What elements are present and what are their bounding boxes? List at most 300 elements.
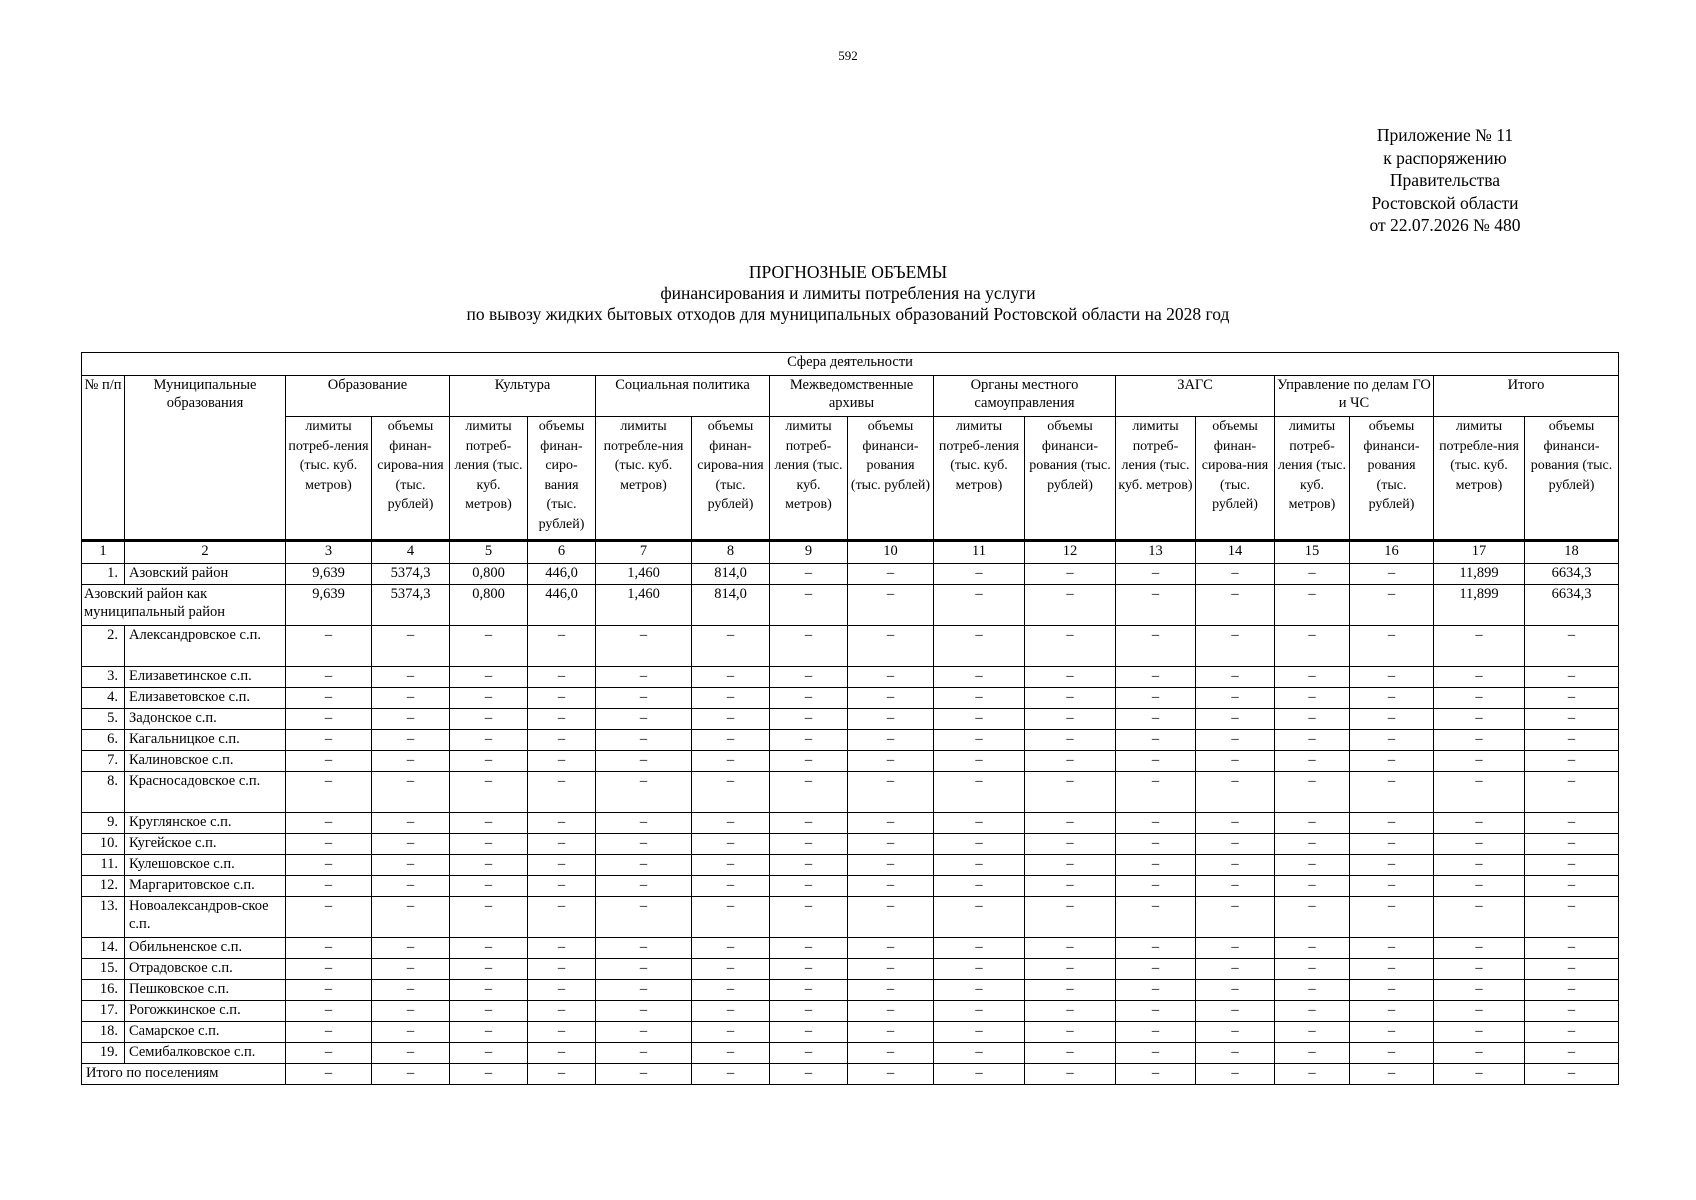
value-cell: –	[770, 564, 848, 585]
value-cell: –	[692, 688, 770, 709]
sub-header: лимиты потреб-ления (тыс. куб. метров)	[450, 417, 528, 541]
row-name-cell: Новоалександров-ское с.п.	[125, 897, 286, 938]
value-cell: –	[1025, 751, 1116, 772]
column-index-cell: 4	[372, 541, 450, 564]
value-cell: –	[1116, 834, 1196, 855]
value-cell: –	[770, 980, 848, 1001]
value-cell: –	[848, 959, 934, 980]
value-cell: –	[596, 626, 692, 667]
value-cell: –	[692, 876, 770, 897]
group-header: Итого	[1434, 376, 1619, 417]
value-cell: –	[596, 834, 692, 855]
table-row	[82, 751, 1619, 772]
value-cell: –	[770, 1043, 848, 1064]
value-cell: 5374,3	[372, 585, 450, 626]
value-cell: 0,800	[450, 564, 528, 585]
value-cell: –	[848, 980, 934, 1001]
column-index-cell: 9	[770, 541, 848, 564]
value-cell: –	[1116, 626, 1196, 667]
value-cell: –	[770, 626, 848, 667]
value-cell: –	[1275, 938, 1350, 959]
table-row	[82, 688, 1619, 709]
value-cell: –	[528, 938, 596, 959]
value-cell: –	[1525, 667, 1619, 688]
value-cell: –	[1116, 751, 1196, 772]
value-cell: –	[1350, 751, 1434, 772]
value-cell: –	[1275, 897, 1350, 938]
value-cell: –	[286, 876, 372, 897]
value-cell: –	[848, 688, 934, 709]
value-cell: –	[1025, 688, 1116, 709]
value-cell: –	[1350, 1022, 1434, 1043]
num-header: № п/п	[82, 376, 125, 541]
value-cell: –	[1025, 564, 1116, 585]
value-cell: –	[1196, 980, 1275, 1001]
value-cell: –	[372, 855, 450, 876]
value-cell: –	[1025, 897, 1116, 938]
value-cell: –	[1275, 876, 1350, 897]
value-cell: –	[692, 938, 770, 959]
value-cell: –	[596, 709, 692, 730]
value-cell: –	[1025, 730, 1116, 751]
value-cell: –	[1025, 1064, 1116, 1085]
value-cell: –	[450, 667, 528, 688]
table-row	[82, 772, 1619, 813]
header-row-sphere	[82, 353, 1619, 376]
value-cell: –	[1196, 897, 1275, 938]
value-cell: –	[1116, 730, 1196, 751]
page-number: 592	[838, 48, 858, 63]
row-name-cell: Кугейское с.п.	[125, 834, 286, 855]
value-cell: –	[1525, 959, 1619, 980]
value-cell: 6634,3	[1525, 585, 1619, 626]
value-cell: –	[934, 980, 1025, 1001]
value-cell: –	[1196, 876, 1275, 897]
appendix-line: Ростовской области	[1371, 192, 1519, 213]
value-cell: –	[372, 709, 450, 730]
row-number-cell: 18.	[82, 1022, 125, 1043]
row-name-cell: Семибалковское с.п.	[125, 1043, 286, 1064]
value-cell: –	[934, 897, 1025, 938]
value-cell: –	[770, 813, 848, 834]
value-cell: –	[848, 897, 934, 938]
value-cell: –	[692, 897, 770, 938]
value-cell: –	[848, 626, 934, 667]
value-cell: –	[1350, 959, 1434, 980]
value-cell: –	[596, 1022, 692, 1043]
row-name-cell: Отрадовское с.п.	[125, 959, 286, 980]
value-cell: –	[1196, 1064, 1275, 1085]
column-index-cell: 6	[528, 541, 596, 564]
value-cell: –	[286, 1001, 372, 1022]
value-cell: 1,460	[596, 585, 692, 626]
value-cell: 5374,3	[372, 564, 450, 585]
value-cell: –	[1350, 1001, 1434, 1022]
value-cell: –	[372, 1064, 450, 1085]
value-cell: –	[450, 1001, 528, 1022]
value-cell: –	[1025, 1043, 1116, 1064]
value-cell: –	[1275, 855, 1350, 876]
table-row	[82, 855, 1619, 876]
table-row	[82, 980, 1619, 1001]
value-cell: –	[1275, 959, 1350, 980]
value-cell: –	[286, 751, 372, 772]
value-cell: –	[1196, 730, 1275, 751]
value-cell: –	[1116, 564, 1196, 585]
value-cell: –	[372, 938, 450, 959]
value-cell: –	[450, 855, 528, 876]
value-cell: –	[286, 667, 372, 688]
value-cell: –	[372, 1022, 450, 1043]
value-cell: –	[848, 1064, 934, 1085]
value-cell: –	[1275, 626, 1350, 667]
value-cell: –	[1350, 772, 1434, 813]
value-cell: –	[1525, 772, 1619, 813]
value-cell: –	[1525, 730, 1619, 751]
value-cell: –	[596, 938, 692, 959]
value-cell: –	[596, 1001, 692, 1022]
value-cell: –	[1116, 772, 1196, 813]
table-row	[82, 1001, 1619, 1022]
value-cell: –	[770, 938, 848, 959]
value-cell: –	[528, 730, 596, 751]
value-cell: –	[848, 1001, 934, 1022]
value-cell: 814,0	[692, 564, 770, 585]
column-index-cell: 14	[1196, 541, 1275, 564]
value-cell: –	[372, 959, 450, 980]
value-cell: –	[1025, 959, 1116, 980]
value-cell: –	[1350, 980, 1434, 1001]
value-cell: –	[528, 980, 596, 1001]
value-cell: –	[372, 688, 450, 709]
value-cell: –	[596, 1064, 692, 1085]
sub-header: лимиты потреб-ления (тыс. куб. метров)	[770, 417, 848, 541]
row-number-cell: 1.	[82, 564, 125, 585]
value-cell: –	[528, 855, 596, 876]
sub-header: объемы финанси-рования (тыс. рублей)	[1350, 417, 1434, 541]
group-header: Социальная политика	[596, 376, 770, 417]
value-cell: –	[1196, 1043, 1275, 1064]
row-number-cell: 9.	[82, 813, 125, 834]
value-cell: –	[934, 667, 1025, 688]
value-cell: –	[372, 980, 450, 1001]
value-cell: –	[286, 897, 372, 938]
value-cell: –	[1196, 751, 1275, 772]
value-cell: –	[1116, 688, 1196, 709]
value-cell: –	[1196, 813, 1275, 834]
value-cell: –	[692, 980, 770, 1001]
header-row-sub	[82, 417, 1619, 541]
title-line: финансирования и лимиты потребления на услуги	[660, 283, 1036, 303]
value-cell: –	[1116, 938, 1196, 959]
row-name-cell: Азовский район	[125, 564, 286, 585]
value-cell: 6634,3	[1525, 564, 1619, 585]
table-row	[82, 813, 1619, 834]
value-cell: –	[1025, 667, 1116, 688]
value-cell: –	[770, 751, 848, 772]
value-cell: –	[1434, 730, 1525, 751]
table-row	[82, 959, 1619, 980]
value-cell: –	[286, 938, 372, 959]
column-index-cell: 5	[450, 541, 528, 564]
value-cell: –	[1025, 876, 1116, 897]
sub-header: объемы финан-сирова-ния (тыс. рублей)	[372, 417, 450, 541]
value-cell: –	[1350, 688, 1434, 709]
column-index-cell: 18	[1525, 541, 1619, 564]
value-cell: –	[692, 1064, 770, 1085]
value-cell: –	[770, 834, 848, 855]
value-cell: –	[1025, 980, 1116, 1001]
table-row	[82, 626, 1619, 667]
value-cell: –	[1525, 813, 1619, 834]
value-cell: –	[372, 1043, 450, 1064]
value-cell: –	[286, 959, 372, 980]
value-cell: –	[450, 709, 528, 730]
sub-header: объемы финанси-рования (тыс. рублей)	[1525, 417, 1619, 541]
value-cell: –	[286, 834, 372, 855]
value-cell: –	[934, 1043, 1025, 1064]
value-cell: –	[1434, 1001, 1525, 1022]
sub-header: лимиты потреб-ления (тыс. куб. метров)	[1275, 417, 1350, 541]
table-row	[82, 585, 1619, 626]
value-cell: –	[1116, 667, 1196, 688]
value-cell: –	[1196, 626, 1275, 667]
value-cell: –	[1434, 980, 1525, 1001]
value-cell: –	[1434, 751, 1525, 772]
value-cell: –	[1525, 688, 1619, 709]
mo-header: Муниципальные образования	[125, 376, 286, 541]
value-cell: –	[934, 876, 1025, 897]
value-cell: –	[372, 730, 450, 751]
value-cell: –	[286, 626, 372, 667]
column-index-cell: 8	[692, 541, 770, 564]
value-cell: –	[1525, 751, 1619, 772]
value-cell: –	[848, 709, 934, 730]
value-cell: 446,0	[528, 564, 596, 585]
value-cell: –	[1275, 1022, 1350, 1043]
value-cell: –	[450, 980, 528, 1001]
value-cell: –	[1116, 1022, 1196, 1043]
value-cell: –	[1116, 1043, 1196, 1064]
data-table	[81, 352, 1619, 1085]
value-cell: –	[1434, 938, 1525, 959]
value-cell: –	[1275, 667, 1350, 688]
value-cell: –	[1525, 855, 1619, 876]
value-cell: 9,639	[286, 585, 372, 626]
value-cell: –	[1350, 855, 1434, 876]
value-cell: –	[1434, 1064, 1525, 1085]
row-number-cell: 15.	[82, 959, 125, 980]
value-cell: –	[1350, 897, 1434, 938]
value-cell: –	[450, 897, 528, 938]
value-cell: 1,460	[596, 564, 692, 585]
group-header: Межведомственные архивы	[770, 376, 934, 417]
table-row	[82, 1043, 1619, 1064]
row-name-cell: Красносадовское с.п.	[125, 772, 286, 813]
value-cell: –	[1434, 626, 1525, 667]
value-cell: –	[848, 751, 934, 772]
value-cell: –	[1275, 1043, 1350, 1064]
value-cell: –	[692, 709, 770, 730]
value-cell: –	[1275, 772, 1350, 813]
value-cell: –	[1434, 688, 1525, 709]
value-cell: –	[770, 772, 848, 813]
value-cell: –	[1350, 626, 1434, 667]
value-cell: –	[1025, 855, 1116, 876]
row-name-cell: Самарское с.п.	[125, 1022, 286, 1043]
value-cell: –	[528, 772, 596, 813]
value-cell: –	[528, 876, 596, 897]
value-cell: –	[1025, 772, 1116, 813]
table-row	[82, 897, 1619, 938]
row-number-cell: 11.	[82, 855, 125, 876]
value-cell: –	[1116, 876, 1196, 897]
value-cell: –	[1525, 834, 1619, 855]
value-cell: –	[596, 959, 692, 980]
value-cell: –	[596, 876, 692, 897]
table-row	[82, 667, 1619, 688]
value-cell: –	[286, 1064, 372, 1085]
value-cell: –	[596, 751, 692, 772]
value-cell: –	[1275, 564, 1350, 585]
value-cell: –	[770, 959, 848, 980]
group-header: Управление по делам ГО и ЧС	[1275, 376, 1434, 417]
value-cell: –	[1025, 585, 1116, 626]
row-name-cell: Кулешовское с.п.	[125, 855, 286, 876]
value-cell: –	[692, 1001, 770, 1022]
title-line: по вывозу жидких бытовых отходов для муниципальных образований Ростовской области на 2028 год	[466, 304, 1230, 324]
value-cell: –	[286, 855, 372, 876]
value-cell: –	[848, 876, 934, 897]
sphere-header: Сфера деятельности	[82, 353, 1619, 376]
value-cell: –	[1350, 1064, 1434, 1085]
group-header: Органы местного самоуправления	[934, 376, 1116, 417]
value-cell: –	[286, 772, 372, 813]
row-number-cell: 6.	[82, 730, 125, 751]
value-cell: –	[1116, 709, 1196, 730]
value-cell: –	[692, 834, 770, 855]
column-index-cell: 17	[1434, 541, 1525, 564]
value-cell: –	[1434, 855, 1525, 876]
value-cell: –	[848, 938, 934, 959]
appendix-block	[1345, 124, 1545, 237]
sub-header: объемы финан-сиро-вания (тыс. рублей)	[528, 417, 596, 541]
value-cell: –	[528, 959, 596, 980]
header-row-groups	[82, 376, 1619, 417]
value-cell: –	[1275, 1001, 1350, 1022]
row-name-cell: Итого по поселениям	[82, 1064, 286, 1085]
value-cell: –	[1116, 855, 1196, 876]
row-name-cell: Калиновское с.п.	[125, 751, 286, 772]
column-index-cell: 15	[1275, 541, 1350, 564]
value-cell: –	[528, 1064, 596, 1085]
value-cell: –	[1275, 730, 1350, 751]
value-cell: –	[770, 897, 848, 938]
value-cell: –	[1275, 834, 1350, 855]
column-index-cell: 10	[848, 541, 934, 564]
value-cell: –	[450, 751, 528, 772]
row-number-cell: 3.	[82, 667, 125, 688]
row-name-cell: Пешковское с.п.	[125, 980, 286, 1001]
row-name-cell: Александровское с.п.	[125, 626, 286, 667]
value-cell: –	[372, 813, 450, 834]
value-cell: –	[1196, 938, 1275, 959]
value-cell: –	[596, 980, 692, 1001]
appendix-line: Приложение № 11	[1376, 125, 1514, 145]
value-cell: 446,0	[528, 585, 596, 626]
value-cell: –	[1275, 813, 1350, 834]
value-cell: –	[1025, 626, 1116, 667]
value-cell: –	[450, 688, 528, 709]
value-cell: –	[770, 667, 848, 688]
value-cell: –	[450, 772, 528, 813]
row-number-cell: 7.	[82, 751, 125, 772]
sub-header: объемы финанси-рования (тыс. рублей)	[848, 417, 934, 541]
value-cell: –	[692, 667, 770, 688]
column-index-cell: 7	[596, 541, 692, 564]
table-row	[82, 564, 1619, 585]
value-cell: –	[596, 730, 692, 751]
sub-header: лимиты потреб-ления (тыс. куб. метров)	[1116, 417, 1196, 541]
value-cell: –	[692, 813, 770, 834]
value-cell: –	[934, 751, 1025, 772]
value-cell: –	[848, 585, 934, 626]
value-cell: –	[1275, 1064, 1350, 1085]
row-number-cell: 12.	[82, 876, 125, 897]
value-cell: –	[1025, 709, 1116, 730]
document-title	[0, 262, 1696, 325]
value-cell: –	[286, 709, 372, 730]
value-cell: –	[1525, 1043, 1619, 1064]
row-name-cell: Маргаритовское с.п.	[125, 876, 286, 897]
value-cell: –	[1350, 730, 1434, 751]
value-cell: –	[934, 1001, 1025, 1022]
value-cell: –	[286, 1043, 372, 1064]
value-cell: –	[692, 1022, 770, 1043]
value-cell: –	[596, 897, 692, 938]
value-cell: –	[1116, 897, 1196, 938]
value-cell: –	[1350, 813, 1434, 834]
value-cell: –	[770, 730, 848, 751]
value-cell: –	[528, 1001, 596, 1022]
value-cell: –	[934, 834, 1025, 855]
value-cell: –	[1196, 688, 1275, 709]
value-cell: –	[1525, 876, 1619, 897]
sub-header: лимиты потреб-ления (тыс. куб. метров)	[934, 417, 1025, 541]
title-line: ПРОГНОЗНЫЕ ОБЪЕМЫ	[748, 262, 948, 282]
value-cell: –	[770, 876, 848, 897]
value-cell: –	[1525, 1064, 1619, 1085]
value-cell: –	[372, 897, 450, 938]
value-cell: –	[692, 959, 770, 980]
sub-header: объемы финан-сирова-ния (тыс. рублей)	[692, 417, 770, 541]
value-cell: –	[1350, 1043, 1434, 1064]
group-header: Образование	[286, 376, 450, 417]
value-cell: –	[1434, 813, 1525, 834]
group-header: ЗАГС	[1116, 376, 1275, 417]
value-cell: –	[1350, 564, 1434, 585]
row-name-cell: Круглянское с.п.	[125, 813, 286, 834]
sub-header: лимиты потребле-ния (тыс. куб. метров)	[596, 417, 692, 541]
column-index-cell: 13	[1116, 541, 1196, 564]
table-row	[82, 709, 1619, 730]
row-name-cell: Елизаветинское с.п.	[125, 667, 286, 688]
appendix-line: от 22.07.2026 № 480	[1369, 215, 1521, 235]
value-cell: –	[450, 813, 528, 834]
value-cell: –	[770, 709, 848, 730]
value-cell: –	[528, 709, 596, 730]
value-cell: 11,899	[1434, 564, 1525, 585]
